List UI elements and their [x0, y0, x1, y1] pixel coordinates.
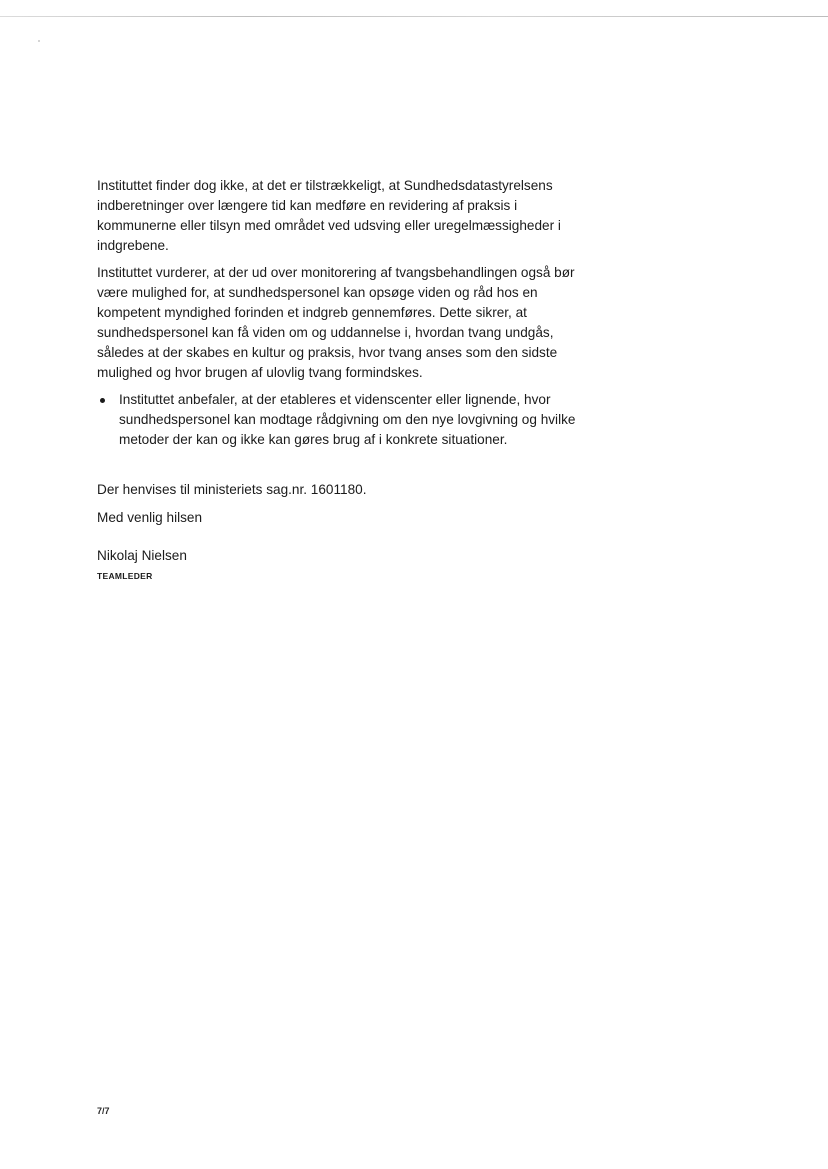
paragraph-recommendation-context: Instituttet vurderer, at der ud over monitorering af tvangsbehandlingen også bør være mulighed for, at sundhedspersonel kan opsøge viden og råd hos en kompetent myndighed forinden et indgreb gennemføres. Dette sikrer, at sundhedspersonel kan få viden om og uddannelse i, hvordan tvang undgås, således at der skabes en kultur og praksis, hvor tvang anses som den sidste mulighed og hvor brugen af ulovlig tvang formindskes.: [97, 265, 575, 380]
recommendation-list: [97, 390, 577, 450]
letter-body: [97, 176, 577, 581]
case-reference: Der henvises til ministeriets sag.nr. 1601180.: [97, 482, 367, 497]
scan-edge-line: [0, 16, 828, 17]
signer-name: Nikolaj Nielsen: [97, 548, 187, 563]
list-item: [97, 390, 577, 450]
paragraph-assessment: Instituttet finder dog ikke, at det er tilstrækkeligt, at Sundhedsdatastyrelsens indberetninger over længere tid kan medføre en revidering af praksis i kommunerne eller tilsyn med området ved udsving eller uregelmæssigheder i indgrebene.: [97, 178, 561, 253]
scan-artifact-dot: [38, 40, 40, 42]
page-number: 7/7: [97, 1106, 110, 1116]
closing-greeting: Med venlig hilsen: [97, 510, 203, 525]
bullet-icon: [100, 398, 105, 403]
bullet-text: Instituttet anbefaler, at der etableres et videnscenter eller lignende, hvor sundhedspersonel kan modtage rådgivning om den nye lovgivning og hvilke metoder der kan og ikke kan gøres brug af i konkrete situationer.: [119, 392, 576, 447]
signer-title: TEAMLEDER: [97, 571, 153, 581]
